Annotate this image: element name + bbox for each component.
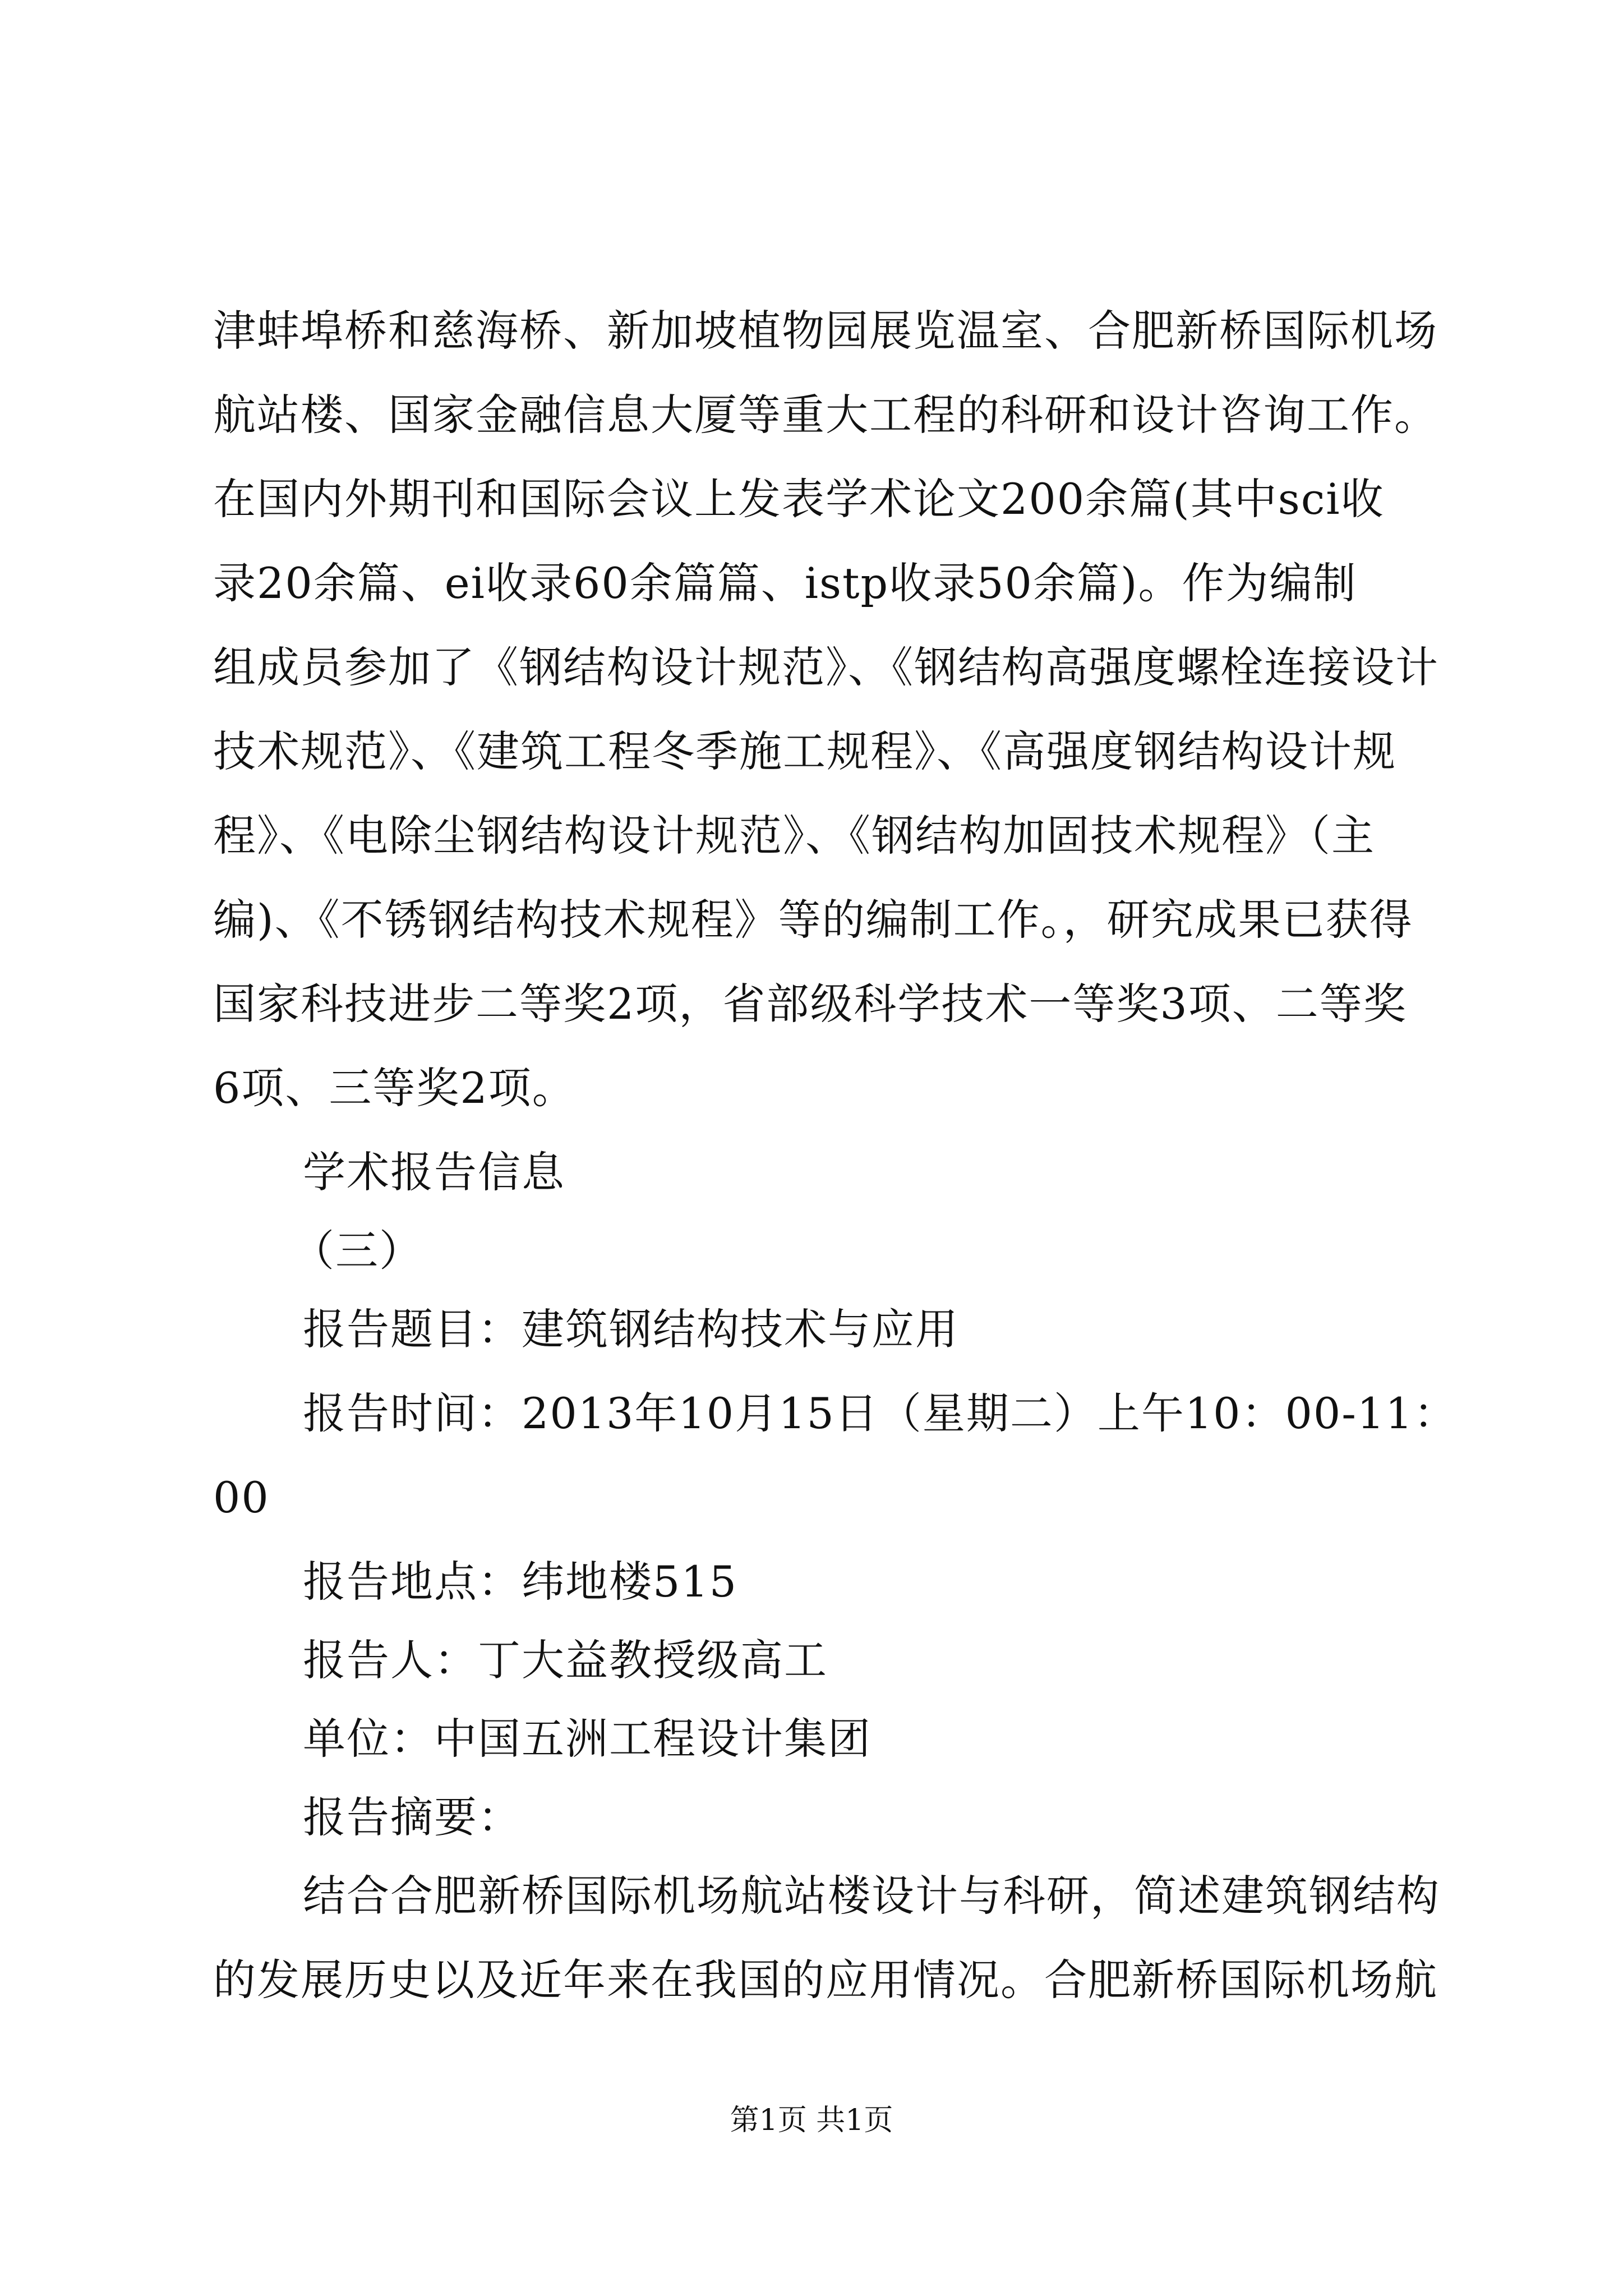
reporter: 报告人：丁大益教授级高工 bbox=[303, 1635, 828, 1685]
abstract-label: 报告摘要： bbox=[303, 1792, 522, 1842]
report-title: 报告题目：建筑钢结构技术与应用 bbox=[303, 1304, 959, 1354]
body-text-line: 程》、《电除尘钢结构设计规范》、《钢结构加固技术规程》（主 bbox=[213, 811, 1375, 861]
abstract-text-line: 的发展历史以及近年来在我国的应用情况。合肥新桥国际机场航 bbox=[213, 1955, 1438, 2005]
body-text-line: 国家科技进步二等奖2项，省部级科学技术一等奖3项、二等奖 bbox=[213, 979, 1407, 1029]
body-text-line: 津蚌埠桥和慈海桥、新加坡植物园展览温室、合肥新桥国际机场 bbox=[213, 306, 1438, 356]
body-text-line: 技术规范》、《建筑工程冬季施工规程》、《高强度钢结构设计规 bbox=[213, 726, 1396, 776]
page-footer: 第1页 共1页 bbox=[730, 2104, 893, 2137]
report-time: 报告时间：2013年10月15日（星期二）上午10：00-11： bbox=[303, 1388, 1458, 1438]
report-time-continued: 00 bbox=[213, 1473, 270, 1522]
body-text-line: 编)、《不锈钢结构技术规程》等的编制工作。，研究成果已获得 bbox=[213, 895, 1413, 945]
body-text-line: 录20余篇、ei收录60余篇篇、istp收录50余篇)。作为编制 bbox=[213, 558, 1357, 608]
body-text-line: 6项、三等奖2项。 bbox=[213, 1063, 576, 1113]
section-number: （三） bbox=[292, 1226, 423, 1276]
abstract-text-line: 结合合肥新桥国际机场航站楼设计与科研，简述建筑钢结构 bbox=[303, 1871, 1440, 1921]
body-text-line: 航站楼、国家金融信息大厦等重大工程的科研和设计咨询工作。 bbox=[213, 390, 1438, 440]
report-location: 报告地点：纬地楼515 bbox=[303, 1557, 738, 1607]
body-text-line: 组成员参加了《钢结构设计规范》、《钢结构高强度螺栓连接设计 bbox=[213, 642, 1439, 692]
organization: 单位：中国五洲工程设计集团 bbox=[303, 1714, 872, 1764]
section-heading: 学术报告信息 bbox=[303, 1147, 565, 1197]
body-text-line: 在国内外期刊和国际会议上发表学术论文200余篇(其中sci收 bbox=[213, 474, 1385, 524]
